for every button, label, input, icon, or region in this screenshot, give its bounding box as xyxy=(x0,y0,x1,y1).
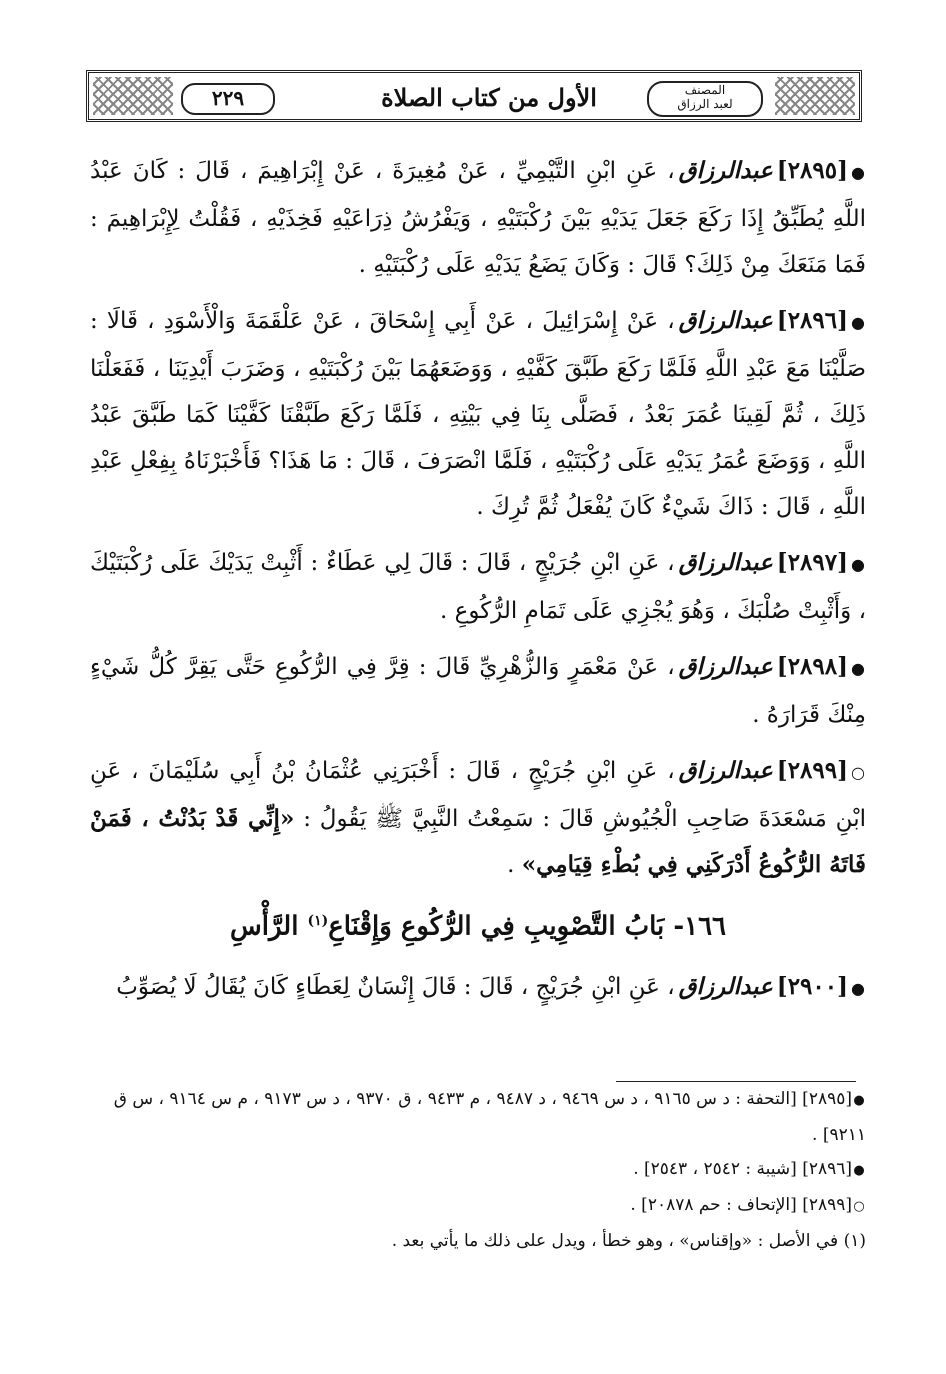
hadith-entry-2895 xyxy=(90,148,866,288)
entry-text: ، عَنِ ابْنِ جُرَيْجٍ ، قَالَ : أَخْبَرَنِي عُثْمَانُ بْنُ أَبِي سُلَيْمَانَ ، عَنِ ابْنِ مَسْعَدَةَ صَاحِبِ الْجُيُوشِ قَالَ : سَمِعْتُ النَّبِيَّ ﷺ يَقُولُ : xyxy=(90,758,866,832)
entry-text: ، عَنِ ابْنِ جُرَيْجٍ ، قَالَ : قَالَ إِنْسَانٌ لِعَطَاءٍ كَانَ يُقَالُ لَا يُصَوِّبُ xyxy=(116,973,675,1000)
footnote-text: [٢٨٩٥] [التحفة : د س ٩١٦٥ ، د س ٩٤٦٩ ، د ٩٤٨٧ ، م ٩٤٣٣ ، ق ٩٣٧٠ ، د س ٩١٧٣ ، م س ٩١٦٤ ، س ق ٩٢١١] . xyxy=(113,1089,866,1145)
chapter-title: ١٦٦- بَابُ التَّصْوِيبِ فِي الرُّكُوعِ وَإِقْنَاعِ xyxy=(328,911,727,942)
entry-text: ، عَنْ مَعْمَرٍ وَالزُّهْرِيِّ قَالَ : قِرَّ فِي الرُّكُوعِ حَتَّى يَقِرَّ كُلُّ شَيْءٍ مِنْكَ قَرَارَهُ . xyxy=(90,654,866,728)
hadith-entry-2899 xyxy=(90,748,866,888)
hadith-entry-2900 xyxy=(90,964,866,1012)
book-logo-line2: لعبد الرزاق xyxy=(677,97,733,111)
footnote-2899 xyxy=(90,1188,866,1224)
chapter-heading xyxy=(90,898,866,950)
footnotes-section xyxy=(90,1082,866,1258)
entry-marker: ● xyxy=(851,555,865,574)
footnote-marker: ● xyxy=(853,1093,865,1108)
entry-author: عبدالرزاق xyxy=(678,972,773,1000)
entry-number: [٢٨٩٥] xyxy=(776,157,848,184)
entry-number: [٢٨٩٩] xyxy=(776,757,848,784)
entry-author: عبدالرزاق xyxy=(678,757,773,784)
footnote-reference[interactable]: (١) xyxy=(307,913,329,929)
hadith-entry-2898 xyxy=(90,644,866,738)
main-text xyxy=(90,148,866,1022)
entry-author: عبدالرزاق xyxy=(678,307,773,334)
entry-marker: ● xyxy=(851,313,865,332)
page-header xyxy=(86,70,862,122)
entry-marker: ● xyxy=(851,978,865,998)
running-title: الأول من كتاب الصلاة xyxy=(381,83,597,112)
entry-author: عبدالرزاق xyxy=(678,653,773,680)
entry-text: ، عَنْ إِسْرَائِيلَ ، عَنْ أَبِي إِسْحَاقَ ، عَنْ عَلْقَمَةَ وَالْأَسْوَدِ ، قَالَا : صَلَّيْنَا مَعَ عَبْدِ اللَّهِ فَلَمَّا رَكَعَ طَبَّقَ كَفَّيْهِ ، وَوَضَعَهُمَا بَيْنَ رُكْبَتَيْهِ ، وَضَرَبَ أَيْدِيَنَا ، فَفَعَلْنَا ذَلِكَ ، ثُمَّ لَقِينَا عُمَرَ بَعْدُ ، فَصَلَّى بِنَا فِي بَيْتِهِ ، فَلَمَّا رَكَعَ طَبَّقْنَا كَفَّيْنَا كَمَا طَبَّقَ عَبْدُ اللَّهِ ، وَوَضَعَ عُمَرُ يَدَيْهِ عَلَى رُكْبَتَيْهِ ، فَلَمَّا انْصَرَفَ ، قَالَ : مَا هَذَا؟ فَأَخْبَرْنَاهُ بِفِعْلِ عَبْدِ اللَّهِ ، قَالَ : ذَاكَ شَيْءٌ كَانَ يُفْعَلُ ثُمَّ تُرِكَ . xyxy=(90,308,866,520)
entry-text: ، عَنِ ابْنِ جُرَيْجٍ ، قَالَ : قَالَ لِي عَطَاءٌ : أَثْبِتْ يَدَيْكَ عَلَى رُكْبَتَيْكَ ، وَأَثْبِتْ صُلْبَكَ ، وَهُوَ يُجْزِي عَلَى تَمَامِ الرُّكُوعِ . xyxy=(90,550,866,624)
entry-text: ، عَنِ ابْنِ التَّيْمِيِّ ، عَنْ مُغِيرَةَ ، عَنْ إِبْرَاهِيمَ ، قَالَ : كَانَ عَبْدُ اللَّهِ يُطَبِّقُ إِذَا رَكَعَ جَعَلَ يَدَيْهِ بَيْنَ رُكْبَتَيْهِ ، وَيَفْرُشُ ذِرَاعَيْهِ فَخِذَيْهِ ، فَقُلْتُ لِإِبْرَاهِيمَ : فَمَا مَنَعَكَ مِنْ ذَلِكَ؟ قَالَ : وَكَانَ يَضَعُ يَدَيْهِ عَلَى رُكْبَتَيْهِ . xyxy=(90,158,866,278)
header-ornament-right xyxy=(775,77,855,115)
entry-author: عبدالرزاق xyxy=(678,157,773,184)
footnote-2896 xyxy=(90,1152,866,1188)
entry-marker: ● xyxy=(851,659,865,678)
entry-author: عبدالرزاق xyxy=(678,549,773,576)
entry-number: [٢٩٠٠] xyxy=(776,972,848,1000)
footnote-text: [٢٨٩٩] [الإتحاف : حم ٢٠٨٧٨] . xyxy=(630,1195,852,1215)
chapter-title-end: الرَّأْسِ xyxy=(229,911,308,942)
entry-marker: ○ xyxy=(851,763,865,782)
page-number: ٢٢٩ xyxy=(181,83,275,115)
footnote-text: (١) في الأصل : «وإقناس» ، وهو خطأ ، ويدل على ذلك ما يأتي بعد . xyxy=(391,1231,866,1251)
entry-marker: ● xyxy=(851,163,865,182)
book-logo xyxy=(647,81,763,117)
footnote-marker: ○ xyxy=(853,1199,865,1214)
entry-number: [٢٨٩٨] xyxy=(776,653,848,680)
hadith-entry-2897 xyxy=(90,540,866,634)
entry-number: [٢٨٩٧] xyxy=(776,549,848,576)
hadith-entry-2896 xyxy=(90,298,866,530)
entry-number: [٢٨٩٦] xyxy=(776,307,848,334)
entry-tail: . xyxy=(507,852,522,878)
book-logo-line1: المصنف xyxy=(684,83,726,97)
footnote-1 xyxy=(90,1224,866,1258)
prophetic-quote: «إِنِّي قَدْ بَدُنْتُ ، فَمَنْ فَاتَهُ الرُّكُوعُ أَدْرَكَنِي فِي بُطْءِ قِيَامِي» xyxy=(90,805,866,878)
footnote-marker: ● xyxy=(853,1163,865,1178)
footnote-2895 xyxy=(90,1082,866,1152)
footnote-text: [٢٨٩٦] [شيبة : ٢٥٤٢ ، ٢٥٤٣] . xyxy=(633,1159,852,1179)
header-ornament-left xyxy=(93,77,173,115)
